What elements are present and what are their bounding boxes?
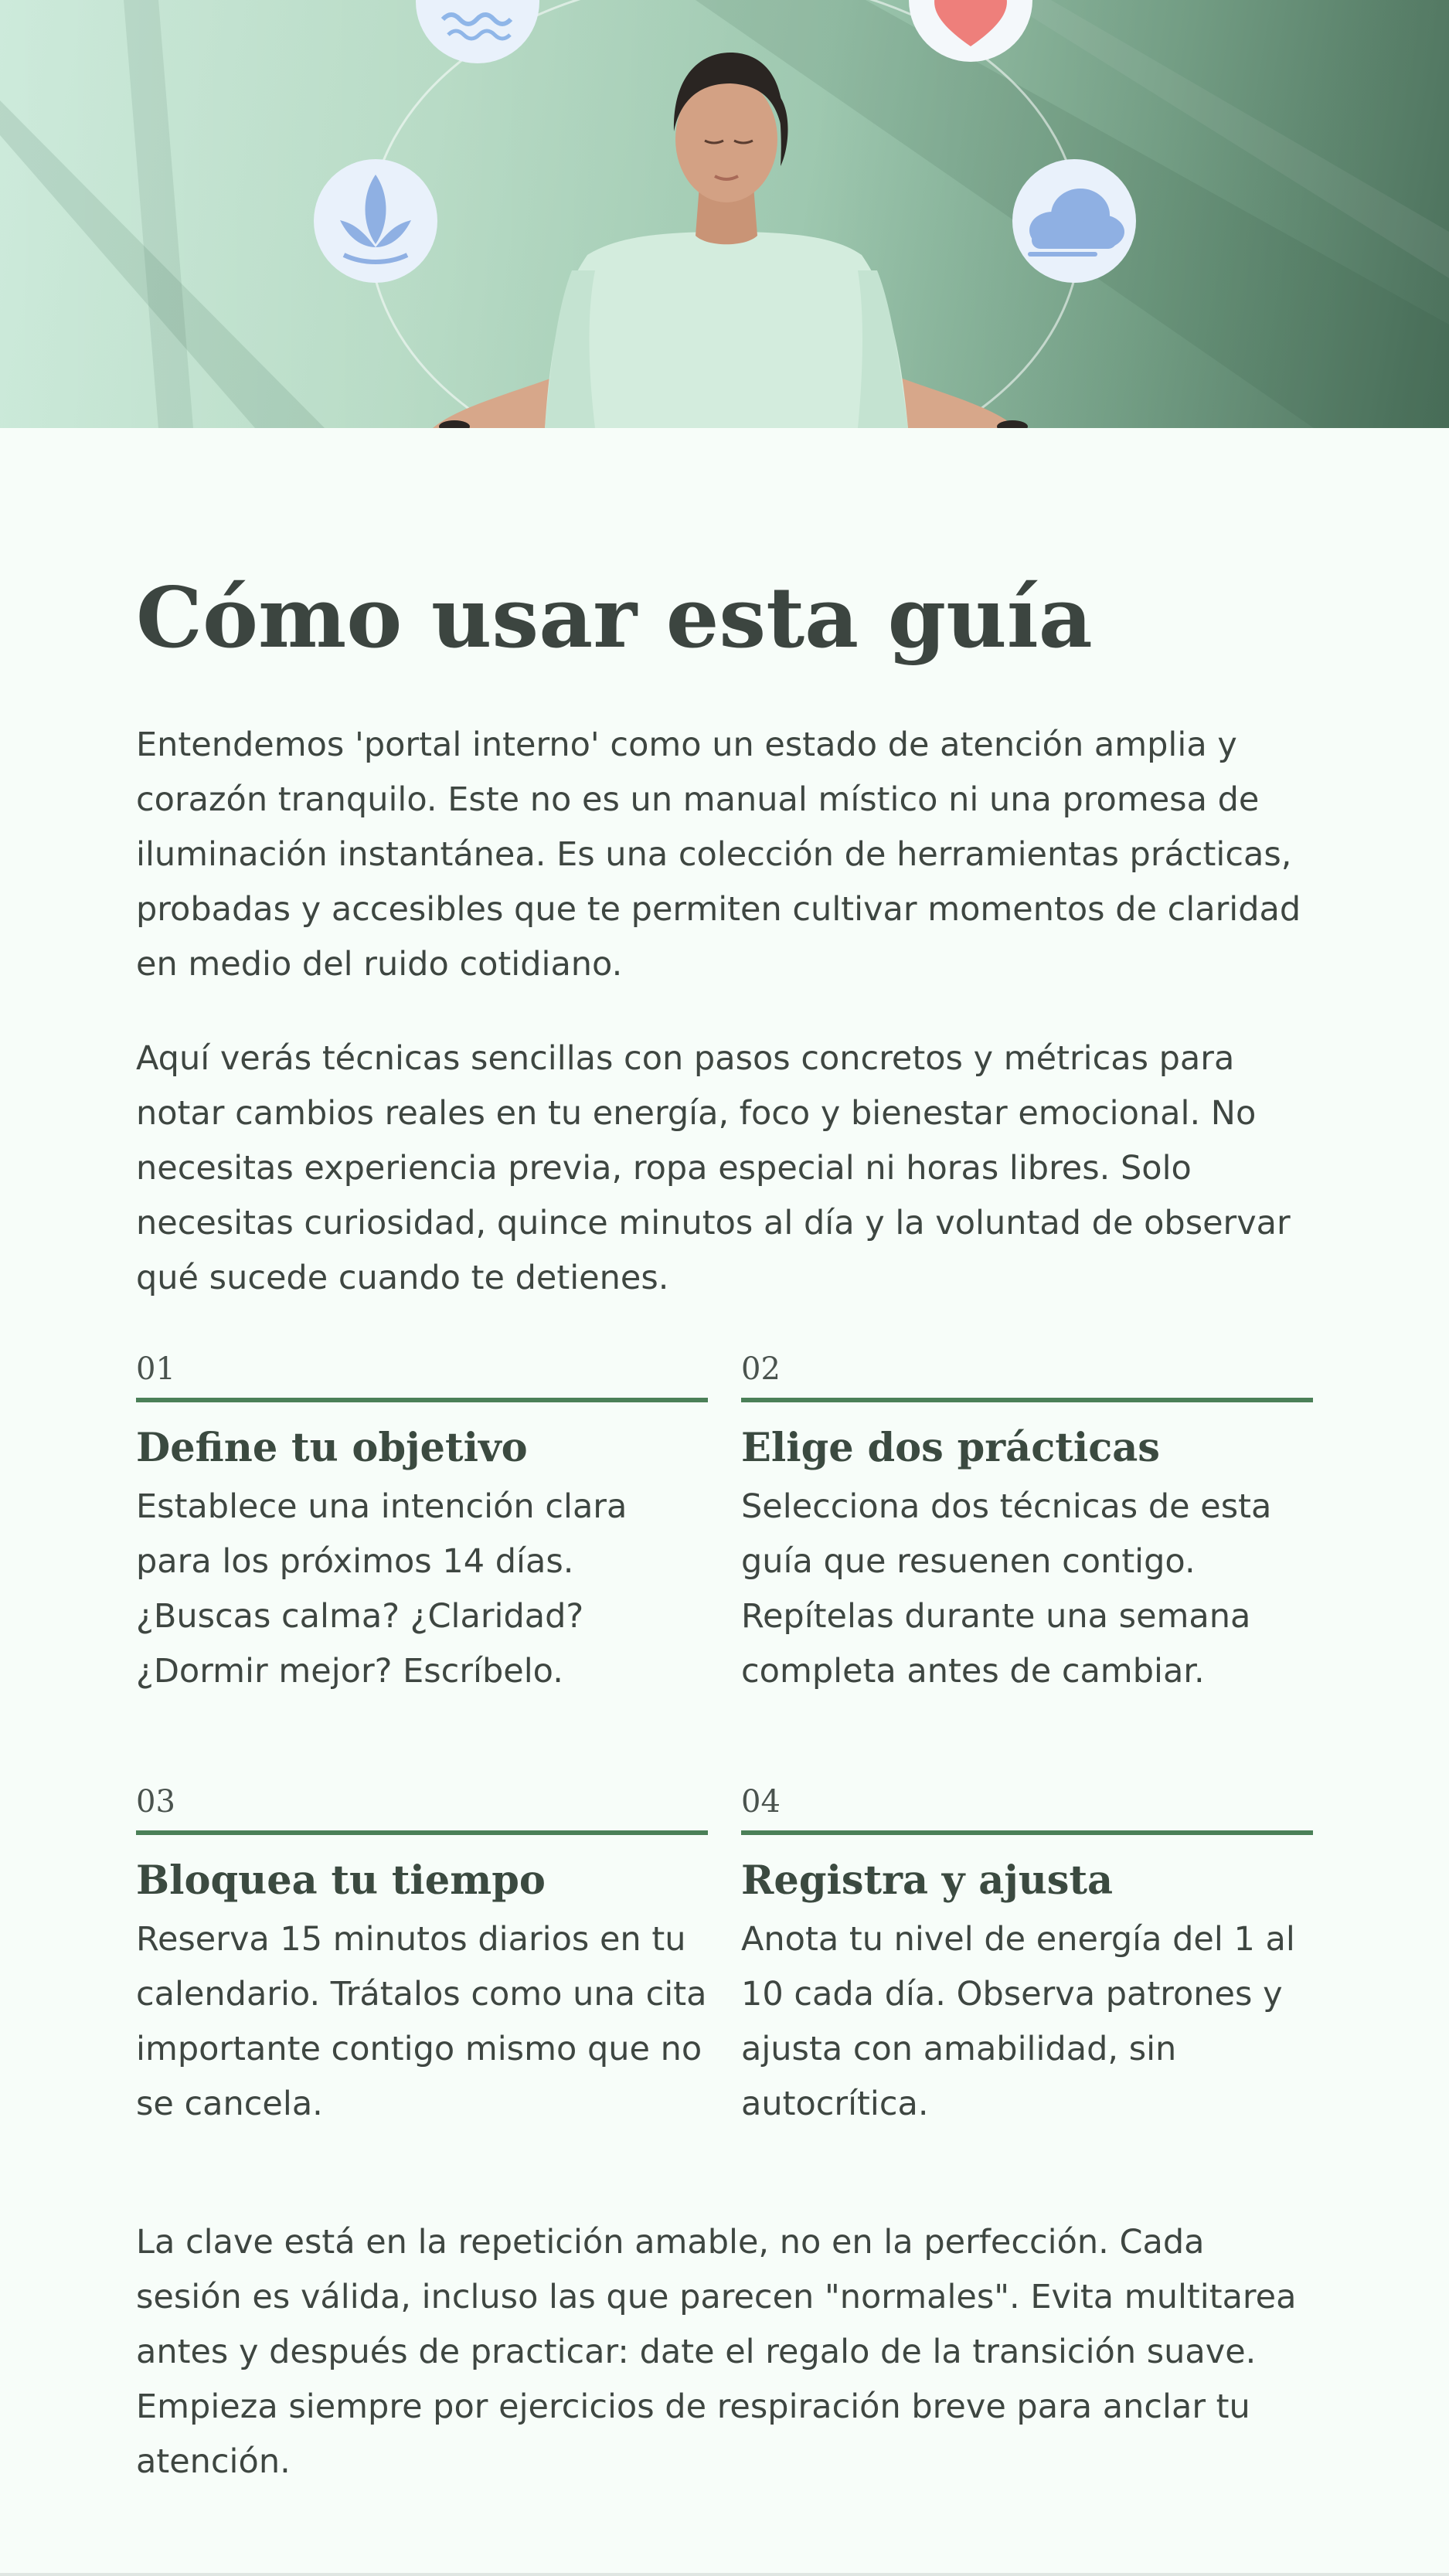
step-card <box>136 1350 708 1699</box>
page-title: Cómo usar esta guía <box>136 569 1093 667</box>
step-text: Reserva 15 minutos diarios en tu calendario. Trátalos como una cita importante contigo mismo que no se cancela. <box>136 1920 707 2123</box>
step-title: Bloquea tu tiempo <box>136 1857 546 1904</box>
intro-paragraph: Entendemos 'portal interno' como un estado de atención amplia y corazón tranquilo. Este no es un manual místico ni una promesa de iluminación instantánea. Es una colección de herramientas prácticas, probadas y accesibles que te permiten cultivar momentos de claridad en medio del ruido cotidiano. <box>136 726 1301 984</box>
page-bottom-border <box>0 2573 1449 2576</box>
step-divider <box>741 1398 1313 1402</box>
step-card <box>741 1782 1313 2132</box>
step-title: Registra y ajusta <box>741 1857 1114 1904</box>
step-card <box>136 1782 708 2132</box>
step-text: Selecciona dos técnicas de esta guía que resuenen contigo. Repítelas durante una semana completa antes de cambiar. <box>741 1487 1272 1691</box>
step-divider <box>136 1398 708 1402</box>
cloud-icon <box>1012 159 1136 283</box>
step-title: Elige dos prácticas <box>741 1425 1160 1471</box>
hero-image <box>0 0 1449 428</box>
step-text: Establece una intención clara para los próximos 14 días. ¿Buscas calma? ¿Claridad? ¿Dormir mejor? Escríbelo. <box>136 1487 628 1691</box>
step-number: 04 <box>741 1784 781 1820</box>
hero-illustration <box>0 0 1449 428</box>
closing-paragraph: La clave está en la repetición amable, no en la perfección. Cada sesión es válida, incluso las que parecen "normales". Evita multitarea antes y después de practicar: date el regalo de la transición suave. Empieza siempre por ejercicios de respiración breve para anclar tu atención. <box>136 2223 1297 2481</box>
step-number: 02 <box>741 1351 781 1387</box>
description-paragraph: Aquí verás técnicas sencillas con pasos concretos y métricas para notar cambios reales en tu energía, foco y bienestar emocional. No necesitas experiencia previa, ropa especial ni horas libres. Solo necesitas curiosidad, quince minutos al día y la voluntad de observar qué sucede cuando te detienes. <box>136 1039 1291 1297</box>
step-number: 03 <box>136 1784 175 1820</box>
step-number: 01 <box>136 1351 175 1387</box>
step-divider <box>741 1830 1313 1835</box>
step-title: Define tu objetivo <box>136 1425 528 1471</box>
step-text: Anota tu nivel de energía del 1 al 10 cada día. Observa patrones y ajusta con amabilidad, sin autocrítica. <box>741 1920 1295 2123</box>
lotus-icon <box>314 159 437 283</box>
step-card <box>741 1350 1313 1699</box>
step-divider <box>136 1830 708 1835</box>
